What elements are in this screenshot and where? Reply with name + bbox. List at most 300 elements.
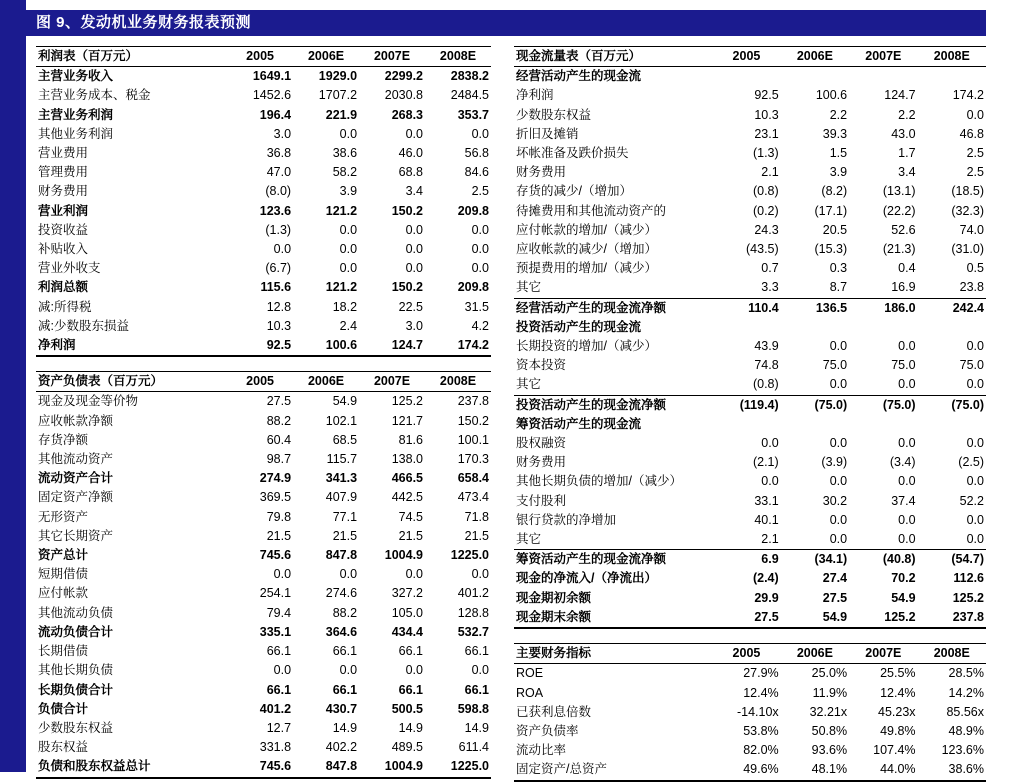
cell: 47.0	[266, 165, 292, 180]
cell: (2.4)	[752, 571, 779, 586]
cell: 745.6	[259, 548, 292, 563]
cell: 46.0	[398, 146, 423, 161]
cell: 430.7	[325, 701, 358, 716]
cell: 331.8	[259, 740, 292, 755]
cell: 54.9	[332, 394, 358, 409]
row-label: 经营活动产生的现金流	[516, 69, 642, 84]
table-row	[36, 202, 491, 221]
row-label: 现金的净流入/（净流出）	[516, 571, 657, 586]
col-header-year: 2007E	[359, 372, 425, 392]
cell: 79.4	[266, 605, 292, 620]
table-row	[514, 240, 986, 259]
cell: 847.8	[325, 548, 358, 563]
cell: 21.5	[464, 528, 489, 543]
cell: 60.4	[266, 432, 292, 447]
row-label: 股东权益	[38, 740, 89, 755]
cell: 489.5	[391, 740, 423, 755]
cell: (2.1)	[752, 455, 779, 470]
cell: 170.3	[457, 452, 489, 467]
cell: 88.2	[332, 605, 358, 620]
row-label: 管理费用	[38, 165, 89, 180]
cell: 341.3	[325, 471, 358, 486]
cell: 611.4	[458, 740, 489, 755]
cell: 136.5	[781, 298, 849, 318]
table-row	[514, 530, 986, 550]
cell: 174.2	[952, 88, 984, 103]
cell: 25.0%	[811, 666, 848, 681]
cell: (40.8)	[849, 550, 917, 570]
table-row	[514, 741, 986, 760]
cell: 27.5	[266, 394, 292, 409]
cell: 22.5	[398, 299, 423, 314]
col-header-year: 2006E	[781, 644, 849, 664]
cell: 92.5	[754, 88, 779, 103]
table-row	[36, 431, 491, 450]
cell	[849, 415, 917, 434]
col-header-year: 2005	[227, 372, 293, 392]
cell: 0.0	[966, 436, 984, 451]
table-row	[514, 434, 986, 453]
cell: 0.0	[829, 474, 848, 489]
cell	[712, 415, 780, 434]
table-row	[36, 738, 491, 757]
col-header-year: 2005	[227, 47, 293, 67]
cell: 0.7	[761, 261, 779, 276]
cell: 123.6	[259, 203, 292, 218]
cell: 49.8%	[880, 723, 916, 738]
row-label: 短期借债	[38, 567, 89, 582]
cell: 2.2	[829, 107, 848, 122]
table-row	[514, 125, 986, 144]
row-label: 营业费用	[38, 146, 89, 161]
cell: 28.5%	[948, 666, 984, 681]
cell: 38.6	[332, 146, 358, 161]
cell: 92.5	[227, 336, 293, 356]
cell: 38.6%	[918, 760, 986, 780]
cell: 1225.0	[425, 757, 491, 777]
table-row	[36, 221, 491, 240]
income-statement-table	[36, 46, 491, 357]
cell: (18.5)	[951, 184, 984, 199]
cell	[918, 415, 986, 434]
cell: 353.7	[457, 107, 489, 122]
col-header-year: 2008E	[918, 47, 986, 67]
cell: 0.0	[273, 663, 292, 678]
table-row	[36, 392, 491, 412]
cell: 150.2	[391, 203, 423, 218]
cell: 66.1	[398, 682, 423, 697]
cell: (54.7)	[918, 550, 986, 570]
table-row	[514, 375, 986, 395]
table-row	[36, 488, 491, 507]
cell: 3.9	[829, 165, 848, 180]
cell: 77.1	[332, 509, 358, 524]
cell: 12.8	[266, 299, 292, 314]
cell: (43.5)	[746, 242, 779, 257]
cell: 174.2	[425, 336, 491, 356]
cell: (1.3)	[265, 222, 292, 237]
key-metrics-body	[514, 644, 986, 781]
cell: (75.0)	[781, 395, 849, 415]
cell: 105.0	[391, 605, 423, 620]
cell: 658.4	[457, 471, 489, 486]
cell: 0.0	[405, 261, 423, 276]
table-header-row	[36, 47, 491, 67]
cell: 2.4	[339, 318, 358, 333]
cell	[918, 67, 986, 87]
cell: (3.4)	[889, 455, 916, 470]
table-row	[514, 202, 986, 221]
cell: 532.7	[457, 624, 489, 639]
cell: 74.8	[754, 358, 779, 373]
cell: (1.3)	[752, 146, 779, 161]
cell: 24.3	[754, 222, 779, 237]
table-row	[514, 589, 986, 608]
row-label: 少数股东权益	[38, 720, 114, 735]
table-row	[36, 604, 491, 623]
row-label: 长期负债合计	[38, 682, 114, 697]
col-header-year: 2006E	[293, 372, 359, 392]
row-label: 筹资活动产生的现金流净额	[514, 550, 712, 570]
balance-sheet-title: 资产负债表（百万元）	[36, 372, 227, 392]
row-label: 主营业务成本、税金	[38, 88, 151, 103]
key-metrics-title: 主要财务指标	[514, 644, 712, 664]
row-label: 其他流动负债	[38, 605, 114, 620]
cell: 115.6	[260, 280, 292, 295]
table-row	[36, 450, 491, 469]
cell: 40.1	[754, 512, 779, 527]
cell: 66.1	[332, 682, 358, 697]
cell: 110.4	[712, 298, 780, 318]
cell: 39.3	[822, 126, 848, 141]
cell: 4.2	[471, 318, 489, 333]
cell: 66.1	[464, 644, 489, 659]
cell: 186.0	[849, 298, 917, 318]
table-row	[514, 106, 986, 125]
row-label: 其他业务利润	[38, 126, 114, 141]
cell: 100.1	[457, 432, 489, 447]
cell: (31.0)	[951, 242, 984, 257]
row-label: ROE	[516, 666, 544, 681]
row-label: 无形资产	[38, 509, 89, 524]
cell: 209.8	[457, 203, 489, 218]
cell: 221.9	[325, 107, 358, 122]
cell: 52.6	[891, 222, 916, 237]
row-label: 其他长期负债	[38, 663, 114, 678]
section-spacer	[36, 357, 491, 371]
row-label: 减:少数股东损益	[38, 318, 129, 333]
cell: 150.2	[457, 413, 489, 428]
row-label: 现金期初余额	[516, 590, 592, 605]
cell: 401.2	[259, 701, 292, 716]
cell: 98.7	[266, 452, 292, 467]
row-label: 主营业务收入	[38, 69, 114, 84]
row-label: 存货净额	[38, 432, 89, 447]
cell: 11.9%	[812, 685, 848, 700]
cell: 37.4	[891, 493, 916, 508]
cell: 14.2%	[948, 685, 984, 700]
table-row	[36, 240, 491, 259]
cell: 30.2	[822, 493, 848, 508]
cell: 21.5	[332, 528, 358, 543]
cell	[781, 318, 849, 337]
cell: 466.5	[391, 471, 423, 486]
cell: 107.4%	[873, 743, 916, 758]
cell: 50.8%	[811, 723, 848, 738]
cell: (3.9)	[821, 455, 848, 470]
table-row	[514, 259, 986, 278]
cell: 0.0	[405, 663, 423, 678]
table-row	[514, 472, 986, 491]
row-label: 固定资产/总资产	[514, 760, 712, 780]
cell: 209.8	[457, 280, 489, 295]
cell: 82.0%	[743, 743, 779, 758]
row-label: 少数股东权益	[516, 107, 592, 122]
table-row	[36, 259, 491, 278]
cell: 27.5	[712, 608, 780, 628]
cell: 3.0	[273, 126, 292, 141]
table-row	[514, 569, 986, 588]
cell	[712, 318, 780, 337]
cell: 2484.5	[450, 88, 489, 103]
col-header-year: 2007E	[849, 644, 917, 664]
row-label: 负债合计	[38, 701, 89, 716]
cell: 335.1	[259, 624, 292, 639]
cell: 75.0	[891, 358, 916, 373]
table-row	[36, 642, 491, 661]
cell: (21.3)	[882, 242, 916, 257]
col-header-year: 2006E	[781, 47, 849, 67]
cell: 20.5	[822, 222, 848, 237]
table-row	[514, 415, 986, 434]
cell: 8.7	[829, 280, 848, 295]
row-label: 现金及现金等价物	[38, 394, 139, 409]
cell: 25.5%	[880, 666, 916, 681]
row-label: 净利润	[516, 88, 554, 103]
cell: 0.0	[966, 339, 984, 354]
cell: 0.0	[405, 222, 423, 237]
cell: (8.2)	[821, 184, 848, 199]
cell: 54.9	[891, 590, 916, 605]
row-label: 应收帐款的减少/（增加）	[516, 242, 657, 257]
table-row	[36, 623, 491, 642]
cell: 0.0	[829, 532, 848, 547]
table-header-row	[36, 372, 491, 392]
row-label: 财务费用	[38, 184, 89, 199]
cell: 0.0	[339, 663, 358, 678]
row-label: 长期借债	[38, 644, 89, 659]
table-row	[36, 144, 491, 163]
cell: 0.0	[273, 242, 292, 257]
cell: 0.0	[339, 222, 358, 237]
cell: 0.0	[405, 126, 423, 141]
cell: 16.9	[891, 280, 916, 295]
cell: 14.9	[332, 720, 358, 735]
cell: 0.0	[829, 436, 848, 451]
cell: 43.0	[891, 126, 916, 141]
cell: 2.5	[966, 165, 984, 180]
cell: 21.5	[266, 528, 292, 543]
row-label: 流动资产合计	[38, 471, 114, 486]
cell: 0.0	[339, 261, 358, 276]
cell: 138.0	[391, 452, 423, 467]
table-row	[36, 469, 491, 488]
cell: 123.6%	[941, 743, 984, 758]
cell: 48.1%	[781, 760, 849, 780]
balance-sheet-table	[36, 371, 491, 778]
cell: 847.8	[293, 757, 359, 777]
table-row	[514, 395, 986, 415]
table-row	[514, 511, 986, 530]
row-label: 银行贷款的净增加	[516, 512, 617, 527]
cell: 31.5	[464, 299, 489, 314]
row-label: 其他长期负债的增加/（减少）	[516, 474, 682, 489]
cell: 1649.1	[252, 69, 292, 84]
right-column	[514, 46, 986, 782]
cell: 364.6	[325, 624, 358, 639]
cell: 66.1	[464, 682, 489, 697]
cell: 75.0	[959, 358, 984, 373]
cell: 66.1	[266, 682, 292, 697]
table-row	[514, 182, 986, 201]
cell: 6.9	[712, 550, 780, 570]
cell: 0.0	[405, 242, 423, 257]
row-label: 资产总计	[38, 548, 89, 563]
cell	[781, 415, 849, 434]
table-row	[514, 722, 986, 741]
table-row	[36, 412, 491, 431]
cell	[781, 67, 849, 87]
cell: 32.21x	[809, 704, 848, 719]
cell: (8.0)	[265, 184, 292, 199]
cell: 0.3	[829, 261, 848, 276]
col-header-year: 2007E	[359, 47, 425, 67]
table-row	[36, 278, 491, 297]
table-row	[514, 703, 986, 722]
table-row	[36, 317, 491, 336]
row-label: 其它	[516, 280, 542, 295]
cell: (32.3)	[951, 203, 984, 218]
row-label: 其它	[516, 377, 542, 392]
cell: 100.6	[293, 336, 359, 356]
cell: 0.0	[339, 567, 358, 582]
col-header-year: 2006E	[293, 47, 359, 67]
row-label: 主营业务利润	[38, 107, 114, 122]
cell: 407.9	[325, 490, 358, 505]
cell: 10.3	[754, 107, 779, 122]
cell: 2.1	[761, 532, 779, 547]
row-label: 投资活动产生的现金流	[516, 319, 642, 334]
cell: 0.0	[898, 474, 916, 489]
cell: 125.2	[952, 590, 984, 605]
cell: 52.2	[959, 493, 984, 508]
table-row	[514, 67, 986, 87]
cell: 1004.9	[384, 548, 423, 563]
row-label: 营业利润	[38, 203, 89, 218]
cell: 74.0	[959, 222, 984, 237]
row-label: 财务费用	[516, 455, 567, 470]
cell: 54.9	[781, 608, 849, 628]
cell: 0.0	[898, 436, 916, 451]
cell: 0.0	[471, 242, 489, 257]
row-label: 净利润	[36, 336, 227, 356]
cell	[849, 67, 917, 87]
cell: 21.5	[398, 528, 423, 543]
cell: 2.5	[471, 184, 489, 199]
cell: 0.0	[898, 377, 916, 392]
cell: (75.0)	[918, 395, 986, 415]
table-row	[36, 336, 491, 356]
cell: 0.0	[273, 567, 292, 582]
cell: 598.8	[457, 701, 489, 716]
cell: 0.0	[898, 339, 916, 354]
cell: (0.8)	[752, 184, 779, 199]
row-label: 其它	[516, 532, 542, 547]
cell: 1.5	[829, 146, 848, 161]
table-row	[36, 546, 491, 565]
cell: 14.9	[464, 720, 489, 735]
table-row	[514, 453, 986, 472]
cell: 2299.2	[384, 69, 423, 84]
table-row	[36, 584, 491, 603]
cell: 66.1	[398, 644, 423, 659]
table-row	[36, 125, 491, 144]
row-label: 财务费用	[516, 165, 567, 180]
row-label: 其他流动资产	[38, 452, 114, 467]
income-statement-title: 利润表（百万元）	[36, 47, 227, 67]
cell: 268.3	[391, 107, 423, 122]
cell: 85.56x	[946, 704, 984, 719]
row-label: 利润总额	[38, 280, 89, 295]
cell: 124.7	[884, 88, 916, 103]
cell: 1004.9	[359, 757, 425, 777]
row-label: 预提费用的增加/（减少）	[516, 261, 657, 276]
col-header-year: 2005	[712, 47, 780, 67]
cell: 36.8	[266, 146, 292, 161]
cell: 2838.2	[450, 69, 489, 84]
cell: 81.6	[398, 432, 423, 447]
table-row	[514, 298, 986, 318]
row-label: 支付股利	[516, 493, 567, 508]
cell: 29.9	[754, 590, 779, 605]
cell: 0.0	[829, 512, 848, 527]
cell: 45.23x	[878, 704, 916, 719]
cell: 0.0	[761, 436, 779, 451]
cell: 0.0	[898, 512, 916, 527]
row-label: 减:所得税	[38, 299, 92, 314]
cash-flow-table	[514, 46, 986, 629]
cell: 0.0	[471, 222, 489, 237]
table-row	[36, 182, 491, 201]
cell: 0.0	[966, 107, 984, 122]
cell: 115.7	[326, 452, 358, 467]
cell: 74.5	[398, 509, 423, 524]
col-header-year: 2008E	[425, 47, 491, 67]
cell: 0.5	[966, 261, 984, 276]
cell: 112.6	[953, 571, 984, 586]
table-row	[36, 67, 491, 87]
row-label: 存货的减少/（增加）	[516, 184, 632, 199]
cell: 18.2	[332, 299, 358, 314]
table-row	[514, 664, 986, 684]
table-row	[514, 492, 986, 511]
cell: 58.2	[332, 165, 358, 180]
cell	[918, 318, 986, 337]
table-row	[514, 356, 986, 375]
cell: 0.0	[829, 377, 848, 392]
cell: 12.4%	[880, 685, 916, 700]
table-row	[36, 700, 491, 719]
